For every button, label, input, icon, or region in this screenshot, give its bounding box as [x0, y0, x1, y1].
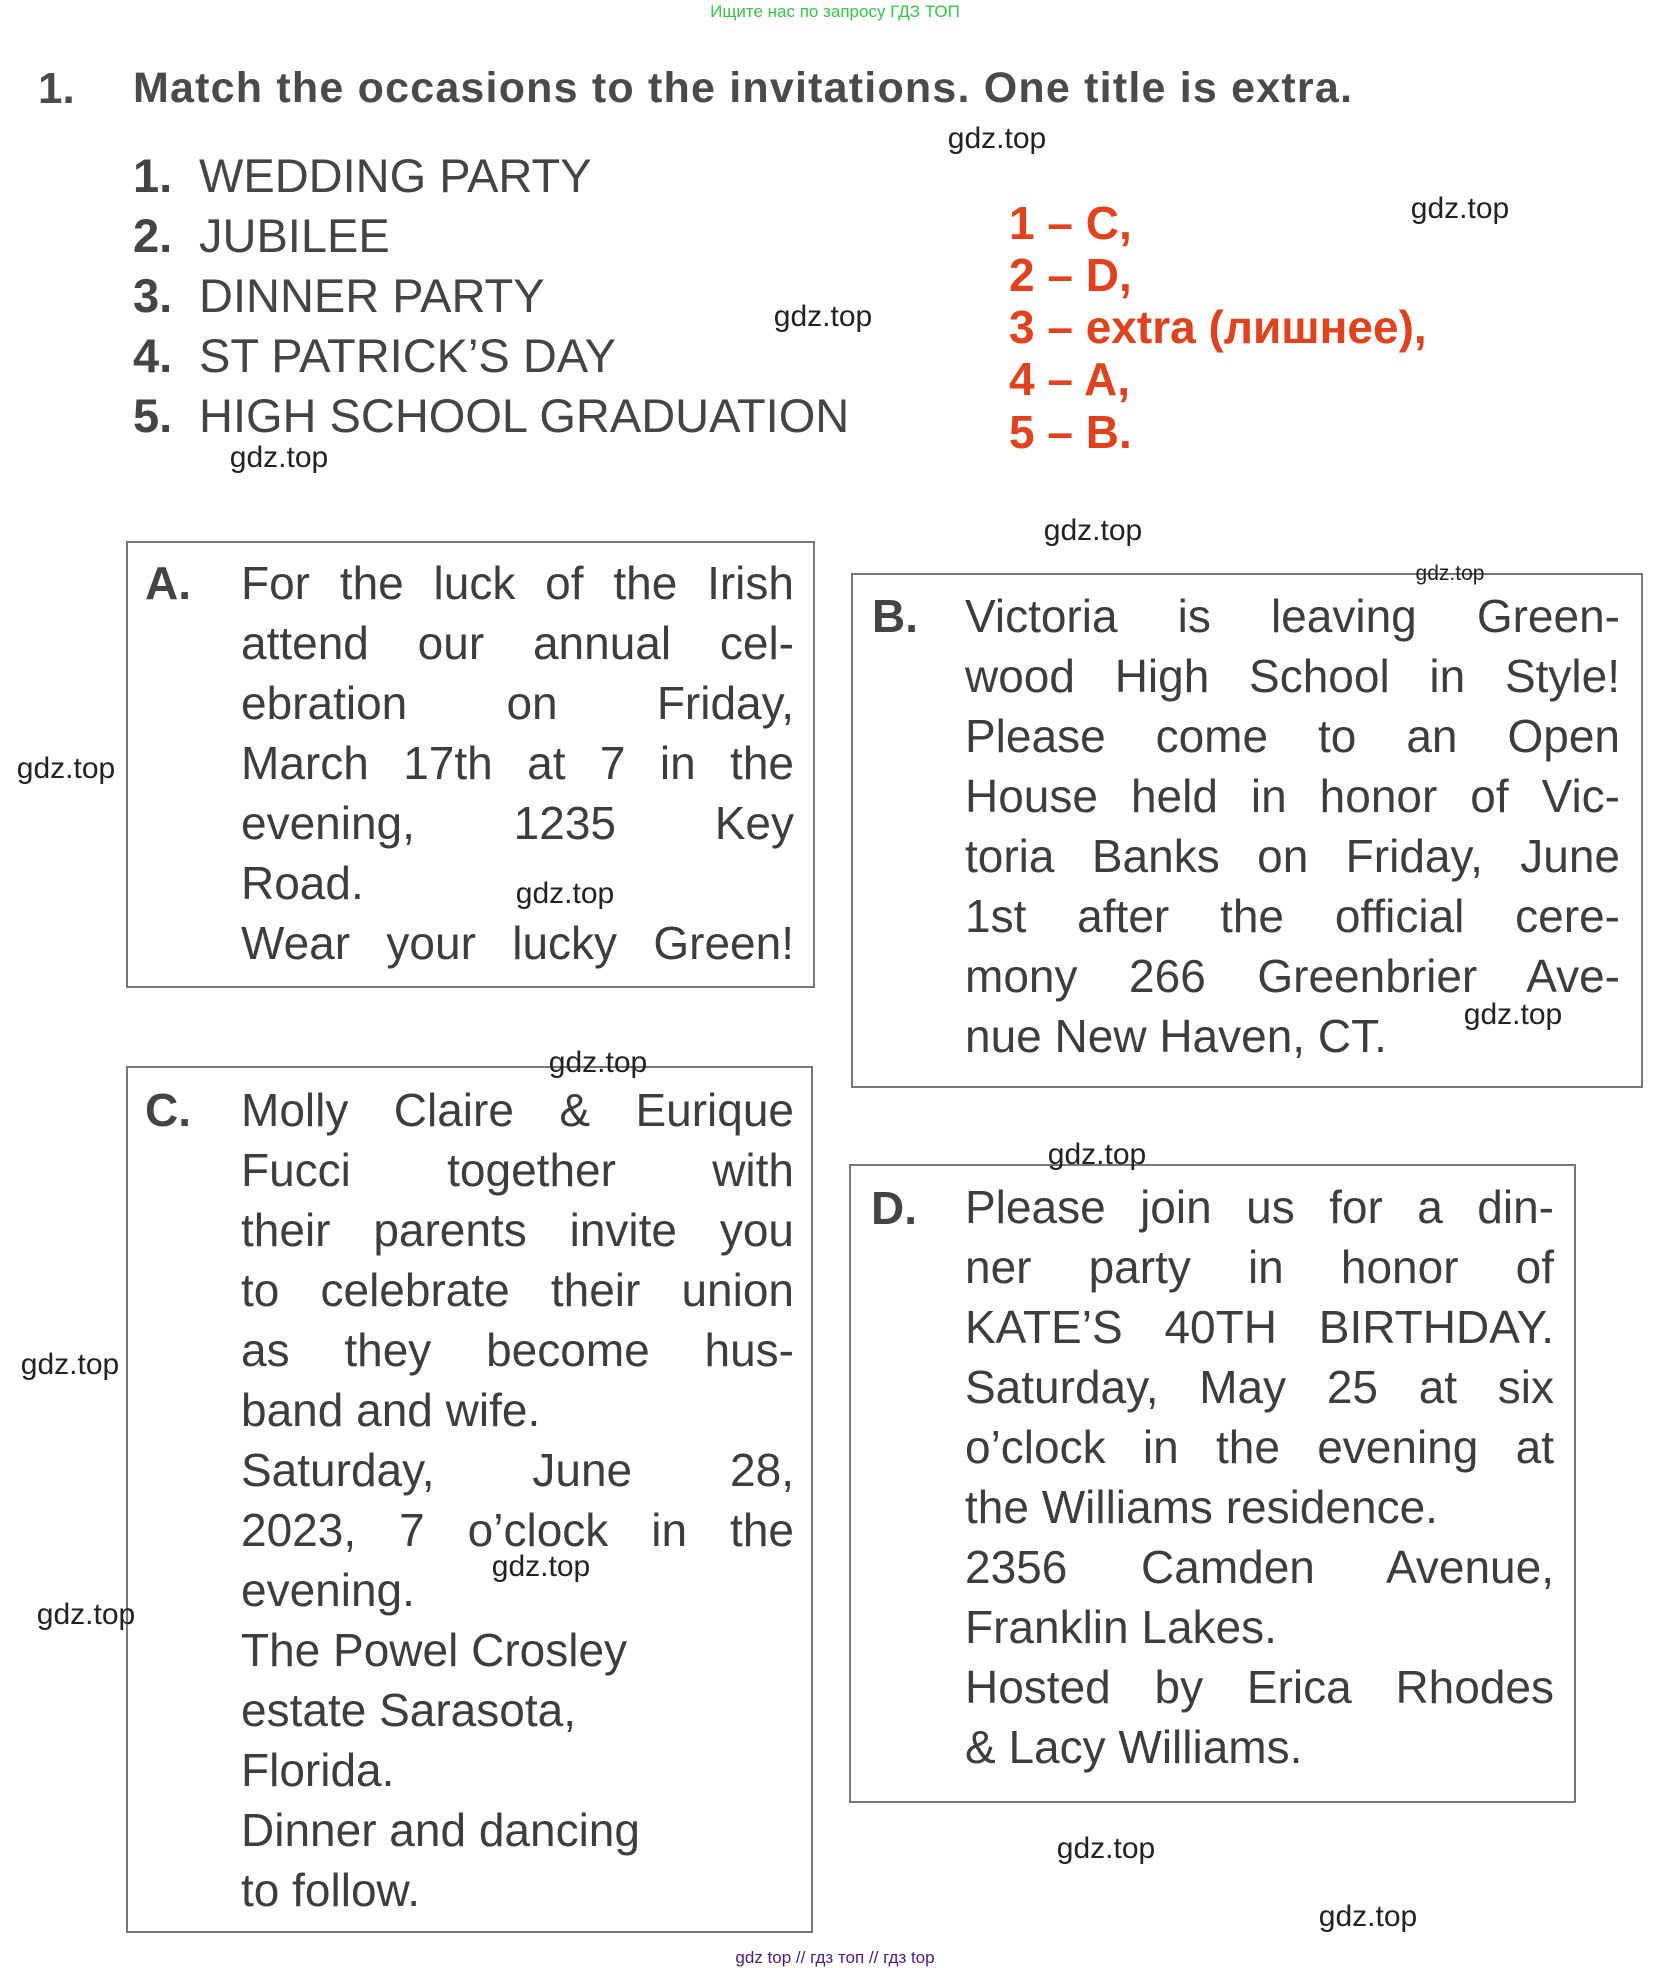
occasion-number: 3. — [133, 269, 173, 322]
text-line: Florida. — [241, 1744, 395, 1796]
invitation-a-letter: A. — [145, 557, 191, 609]
watermark: gdz.top — [229, 441, 329, 474]
text-line: to follow. — [241, 1864, 420, 1916]
text-line: Saturday, June 28, — [241, 1444, 794, 1496]
occasion-title: ST PATRICK’S DAY — [199, 329, 616, 382]
watermark: gdz.top — [1463, 998, 1563, 1031]
watermark: gdz.top — [773, 300, 873, 333]
invitation-b-text — [965, 586, 1620, 1066]
answer-line: 1 – C, — [1009, 197, 1132, 249]
text-line: evening. — [241, 1564, 415, 1616]
watermark: gdz.top — [20, 1348, 120, 1381]
occasion-number: 1. — [133, 149, 173, 202]
invitation-d-letter: D. — [871, 1182, 917, 1234]
text-line: band and wife. — [241, 1384, 541, 1436]
text-line: their parents invite you — [241, 1204, 794, 1256]
watermark: gdz.top — [1415, 562, 1485, 585]
text-line: as they become hus- — [241, 1324, 794, 1376]
text-line: March 17th at 7 in the — [241, 737, 794, 789]
text-line: ebration on Friday, — [241, 677, 794, 729]
text-line: Road. — [241, 857, 364, 909]
answer-line: 5 – B. — [1009, 406, 1132, 458]
watermark: gdz.top — [515, 877, 615, 910]
text-line: Please come to an Open — [965, 710, 1620, 762]
text-line: mony 266 Greenbrier Ave- — [965, 950, 1620, 1002]
text-line: Victoria is leaving Green- — [965, 590, 1620, 642]
answer-line: 2 – D, — [1009, 249, 1132, 301]
occasion-item — [133, 268, 545, 323]
occasion-title: JUBILEE — [199, 209, 390, 262]
occasion-title: WEDDING PARTY — [199, 149, 592, 202]
occasion-item — [133, 148, 592, 203]
invitation-c-text — [241, 1080, 794, 1920]
invitation-d-text — [965, 1177, 1554, 1777]
footer-banner[interactable]: gdz top // гдз топ // гдз top — [735, 1948, 935, 1967]
text-line: Molly Claire & Eurique — [241, 1084, 794, 1136]
text-line: Fucci together with — [241, 1144, 794, 1196]
text-line: to celebrate their union — [241, 1264, 794, 1316]
watermark: gdz.top — [16, 752, 116, 785]
watermark: gdz.top — [1410, 192, 1510, 225]
text-line: attend our annual cel- — [241, 617, 794, 669]
watermark: gdz.top — [1043, 514, 1143, 547]
occasion-item — [133, 328, 616, 383]
text-line: the Williams residence. — [965, 1481, 1438, 1533]
occasion-item — [133, 208, 390, 263]
text-line: Franklin Lakes. — [965, 1601, 1277, 1653]
text-line: House held in honor of Vic- — [965, 770, 1620, 822]
watermark: gdz.top — [1318, 1900, 1418, 1933]
occasion-title: DINNER PARTY — [199, 269, 545, 322]
occasion-number: 2. — [133, 209, 173, 262]
occasion-number: 5. — [133, 389, 173, 442]
answer-line: 4 – A, — [1009, 353, 1131, 405]
text-line: KATE’S 40TH BIRTHDAY. — [965, 1301, 1554, 1353]
watermark: gdz.top — [947, 122, 1047, 155]
task-number: 1. — [38, 64, 75, 113]
watermark: gdz.top — [491, 1550, 591, 1583]
text-line: Wear your lucky Green! — [241, 917, 794, 969]
text-line: Hosted by Erica Rhodes — [965, 1661, 1554, 1713]
invitation-b-letter: B. — [872, 590, 918, 642]
watermark: gdz.top — [1056, 1832, 1156, 1865]
text-line: Saturday, May 25 at six — [965, 1361, 1554, 1413]
occasion-item — [133, 388, 849, 443]
text-line: 2023, 7 o’clock in the — [241, 1504, 794, 1556]
text-line: nue New Haven, CT. — [965, 1010, 1387, 1062]
text-line: o’clock in the evening at — [965, 1421, 1554, 1473]
occasion-number: 4. — [133, 329, 173, 382]
watermark: gdz.top — [1047, 1138, 1147, 1171]
text-line: For the luck of the Irish — [241, 557, 794, 609]
text-line: 1st after the official cere- — [965, 890, 1620, 942]
answer-line: 3 – extra (лишнее), — [1009, 301, 1427, 353]
text-line: Dinner and dancing — [241, 1804, 640, 1856]
text-line: The Powel Crosley — [241, 1624, 628, 1676]
invitation-c-letter: C. — [145, 1084, 191, 1136]
watermark: gdz.top — [36, 1598, 136, 1631]
text-line: 2356 Camden Avenue, — [965, 1541, 1554, 1593]
search-banner[interactable]: Ищите нас по запросу ГДЗ ТОП — [710, 2, 960, 21]
text-line: Please join us for a din- — [965, 1181, 1554, 1233]
watermark: gdz.top — [548, 1046, 648, 1079]
occasion-title: HIGH SCHOOL GRADUATION — [199, 389, 850, 442]
text-line: wood High School in Style! — [965, 650, 1620, 702]
text-line: estate Sarasota, — [241, 1684, 576, 1736]
text-line: ner party in honor of — [965, 1241, 1554, 1293]
task-instruction: Match the occasions to the invitations. One title is extra. — [133, 64, 1354, 112]
text-line: toria Banks on Friday, June — [965, 830, 1620, 882]
text-line: evening, 1235 Key — [241, 797, 794, 849]
text-line: & Lacy Williams. — [965, 1721, 1303, 1773]
